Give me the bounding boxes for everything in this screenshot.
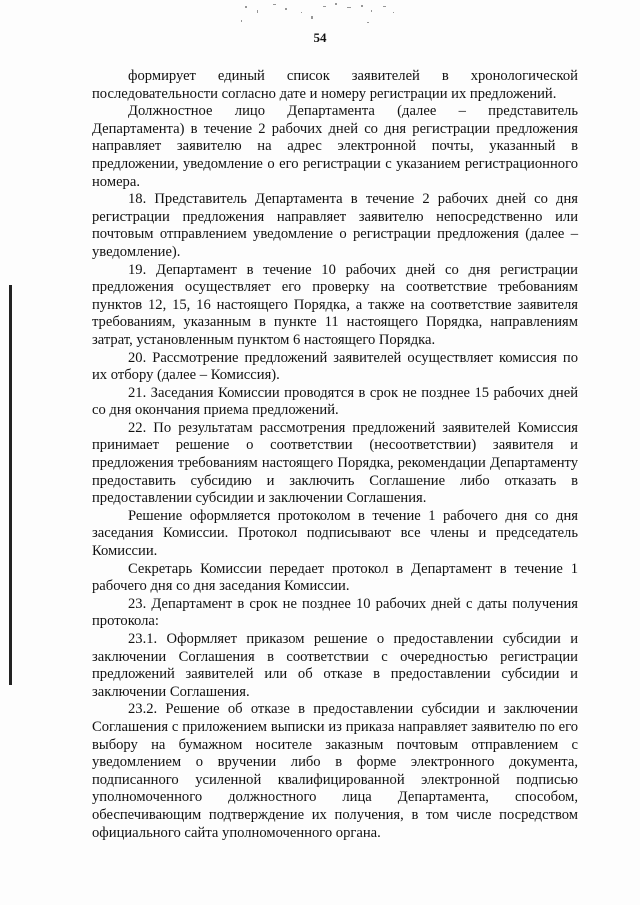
paragraph-18: 18. Представитель Департамента в течение 2 рабочих дней со дня регистрации предложения направляет заявителю непосредственно или почтовым отправлением уведомление о регистрации предложения (далее – уведомление). (92, 191, 578, 260)
paragraph-22: 22. По результатам рассмотрения предложений заявителей Комиссия принимает решение о соответствии (несоответствии) заявителя и предложения требованиям настоящего Порядка, рекомендации Департаменту предоставить субсидию и заключить Соглашение либо отказать в предоставлении субсидии и заключении Соглашения. (92, 419, 578, 507)
paragraph-23-1: 23.1. Оформляет приказом решение о предоставлении субсидии и заключении Соглашения в соответствии с очередностью регистрации предложений заявителей или об отказе в предоставлении субсидии и заключении Соглашения. (92, 631, 578, 700)
document-body (92, 68, 578, 842)
page-number: 54 (313, 30, 327, 45)
paragraph-23: 23. Департамент в срок не позднее 10 рабочих дней с даты получения протокола: (92, 595, 578, 630)
paragraph-20: 20. Рассмотрение предложений заявителей осуществляет комиссия по их отбору (далее – Комиссия). (92, 349, 578, 384)
paragraph-decision: Решение оформляется протоколом в течение 1 рабочего дня со дня заседания Комиссии. Протокол подписывают все члены и председатель Комиссии. (92, 507, 578, 560)
paragraph-1: формирует единый список заявителей в хронологической последовательности согласно дате и номеру регистрации их предложений. (92, 68, 578, 102)
paragraph-2: Должностное лицо Департамента (далее – представитель Департамента) в течение 2 рабочих дней со дня регистрации предложения направляет заявителю на адрес электронной почты, указанный в предложении, уведомление о его регистрации с указанием регистрационного номера. (92, 103, 578, 190)
paragraph-secretary: Секретарь Комиссии передает протокол в Департамент в течение 1 рабочего дня со дня заседания Комиссии. (92, 560, 578, 595)
paragraph-19: 19. Департамент в течение 10 рабочих дней со дня регистрации предложения осуществляет его проверку на соответствие требованиям пунктов 12, 15, 16 настоящего Порядка, а также на соответствие заявителя требованиям, указанным в пункте 11 настоящего Порядка, направлениям затрат, установленным пунктом 6 настоящего Порядка. (92, 261, 578, 348)
paragraph-21: 21. Заседания Комиссии проводятся в срок не позднее 15 рабочих дней со дня окончания приема предложений. (92, 384, 578, 419)
scan-edge-mark (9, 285, 12, 685)
paragraph-23-2: 23.2. Решение об отказе в предоставлении субсидии и заключении Соглашения с приложением выписки из приказа направляет заявителю по его выбору на бумажном носителе заказным почтовым отправлением с уведомлением о вручении либо в форме электронного документа, подписанного усиленной квалифицированной электронной подписью уполномоченного должностного лица Департамента, способом, обеспечивающим подтверждение их получения, в том числе посредством официального сайта уполномоченного органа. (92, 701, 578, 841)
scan-noise (215, 0, 415, 30)
